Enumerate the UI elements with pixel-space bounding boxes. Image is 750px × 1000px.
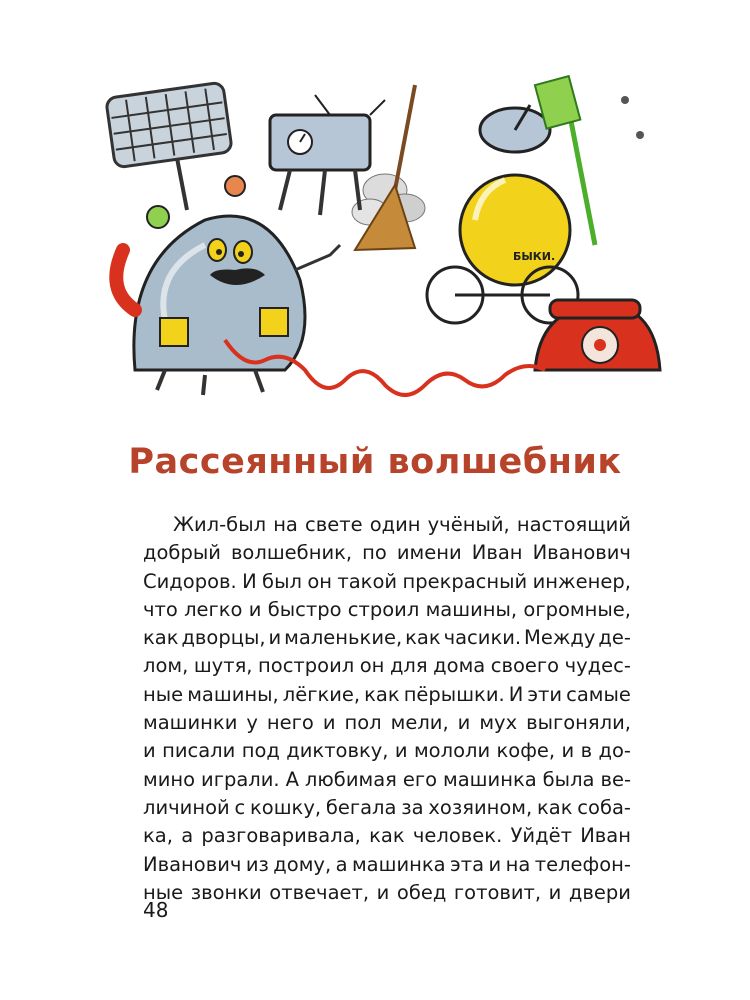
- word: Жил-был: [173, 513, 267, 536]
- story-body: [143, 511, 631, 907]
- word: машинки: [143, 711, 238, 735]
- word: ные: [143, 880, 184, 904]
- text-line: [143, 511, 631, 539]
- word: пёрышки.: [403, 682, 505, 706]
- word: него: [266, 711, 314, 735]
- text-line: [143, 652, 631, 680]
- word: Иван: [580, 824, 631, 848]
- word: для: [389, 654, 428, 678]
- word: один: [369, 513, 421, 536]
- text-line: [143, 766, 631, 794]
- story-illustration: [95, 70, 675, 410]
- word: быстро: [267, 597, 342, 621]
- word: что: [143, 597, 178, 621]
- word: за: [401, 795, 424, 819]
- word: и: [322, 711, 336, 735]
- word: ные: [143, 682, 184, 706]
- word: А: [285, 767, 299, 791]
- word: дворцы,: [181, 626, 266, 650]
- word: до-: [598, 739, 631, 763]
- story-title: Рассеянный волшебник: [128, 442, 622, 482]
- text-line: [143, 596, 631, 624]
- word: и: [457, 711, 471, 735]
- text-line: [143, 737, 631, 765]
- word: Уйдёт: [510, 824, 572, 848]
- word: шутя,: [193, 654, 253, 678]
- word: а: [335, 852, 348, 876]
- word: разговаривала,: [201, 824, 361, 848]
- word: огромные,: [523, 597, 631, 621]
- word: ка,: [143, 824, 173, 848]
- word: строил: [347, 597, 420, 621]
- word: бегала: [325, 795, 397, 819]
- word: и: [548, 880, 562, 904]
- word: имени: [396, 541, 462, 565]
- word: диктовку,: [286, 739, 389, 763]
- word: Иванович: [143, 852, 242, 876]
- text-line: [143, 681, 631, 709]
- word: кошку,: [249, 795, 322, 819]
- word: легко: [184, 597, 243, 621]
- word: машины,: [425, 597, 518, 621]
- word: личиной: [143, 795, 230, 819]
- text-line: [143, 794, 631, 822]
- word: он: [359, 654, 385, 678]
- word: учёный,: [427, 513, 510, 536]
- word: волшебник,: [230, 541, 353, 565]
- word: И: [242, 569, 257, 593]
- word: мели,: [390, 711, 449, 735]
- word: на: [505, 852, 531, 876]
- word: он: [307, 569, 332, 593]
- text-line: [143, 822, 631, 850]
- word: и: [394, 739, 408, 763]
- word: и: [248, 597, 262, 621]
- word: Иванович: [532, 541, 631, 565]
- word: Сидоров.: [143, 569, 237, 593]
- page-number: 48: [143, 898, 169, 922]
- word: де-: [598, 626, 631, 650]
- word: обед: [396, 880, 447, 904]
- word: соба-: [577, 795, 631, 819]
- word: выгоняли,: [526, 711, 631, 735]
- word: настоящий: [516, 513, 631, 536]
- word: инженер,: [532, 569, 631, 593]
- word: мино: [143, 767, 196, 791]
- word: хозяином,: [428, 795, 533, 819]
- word: дому,: [273, 852, 332, 876]
- word: Между: [524, 626, 596, 650]
- word: свете: [305, 513, 363, 536]
- text-line: [143, 851, 631, 879]
- word: лом,: [143, 654, 189, 678]
- word: по: [362, 541, 387, 565]
- word: как: [537, 795, 573, 819]
- word: маленькие,: [284, 626, 403, 650]
- word: своего: [490, 654, 560, 678]
- text-line: [143, 539, 631, 567]
- word: эти: [527, 682, 563, 706]
- word: у: [246, 711, 258, 735]
- word: телефон-: [534, 852, 631, 876]
- word: играли.: [201, 767, 280, 791]
- word: ве-: [600, 767, 631, 791]
- word: человек.: [412, 824, 503, 848]
- word: с: [234, 795, 246, 819]
- text-line: [143, 624, 631, 652]
- word: была: [542, 767, 595, 791]
- word: и: [143, 739, 156, 763]
- word: мух: [479, 711, 518, 735]
- word: дома: [433, 654, 486, 678]
- text-line: [143, 709, 631, 737]
- word: эта: [450, 852, 485, 876]
- word: лёгкие,: [282, 682, 361, 706]
- word: двери: [568, 880, 631, 904]
- word: в: [580, 739, 593, 763]
- word: и: [268, 626, 282, 650]
- word: машины,: [187, 682, 279, 706]
- text-line: [143, 568, 631, 596]
- word: машинка: [443, 767, 537, 791]
- word: отвечает,: [269, 880, 370, 904]
- word: Иван: [471, 541, 523, 565]
- word: машинка: [351, 852, 446, 876]
- word: как: [143, 626, 179, 650]
- word: прекрасный: [402, 569, 528, 593]
- word: писали: [162, 739, 236, 763]
- word: как: [364, 682, 400, 706]
- word: как: [405, 626, 441, 650]
- illustration-svg: [95, 70, 675, 410]
- word: И: [508, 682, 524, 706]
- box-robot-with-broom: [270, 85, 415, 250]
- word: а: [181, 824, 194, 848]
- word: кофе,: [496, 739, 556, 763]
- word: звонки: [190, 880, 262, 904]
- word: был: [262, 569, 302, 593]
- word: самые: [566, 682, 631, 706]
- word: как: [369, 824, 405, 848]
- word: любимая: [304, 767, 397, 791]
- word: чудес-: [564, 654, 631, 678]
- yellow-robot-on-bicycle: [427, 76, 644, 323]
- word: под: [241, 739, 280, 763]
- word: из: [245, 852, 269, 876]
- word: на: [273, 513, 298, 536]
- word: мололи: [413, 739, 491, 763]
- robot-badge-text: БЫКИ.: [513, 250, 556, 263]
- word: пол: [344, 711, 382, 735]
- word: построил: [258, 654, 355, 678]
- word: добрый: [143, 541, 221, 565]
- word: и: [376, 880, 390, 904]
- word: такой: [337, 569, 398, 593]
- word: готовит,: [453, 880, 542, 904]
- text-line: [143, 879, 631, 907]
- word: его: [402, 767, 438, 791]
- word: и: [561, 739, 575, 763]
- word: и: [488, 852, 502, 876]
- word: часики.: [443, 626, 522, 650]
- red-telephone: [535, 300, 660, 370]
